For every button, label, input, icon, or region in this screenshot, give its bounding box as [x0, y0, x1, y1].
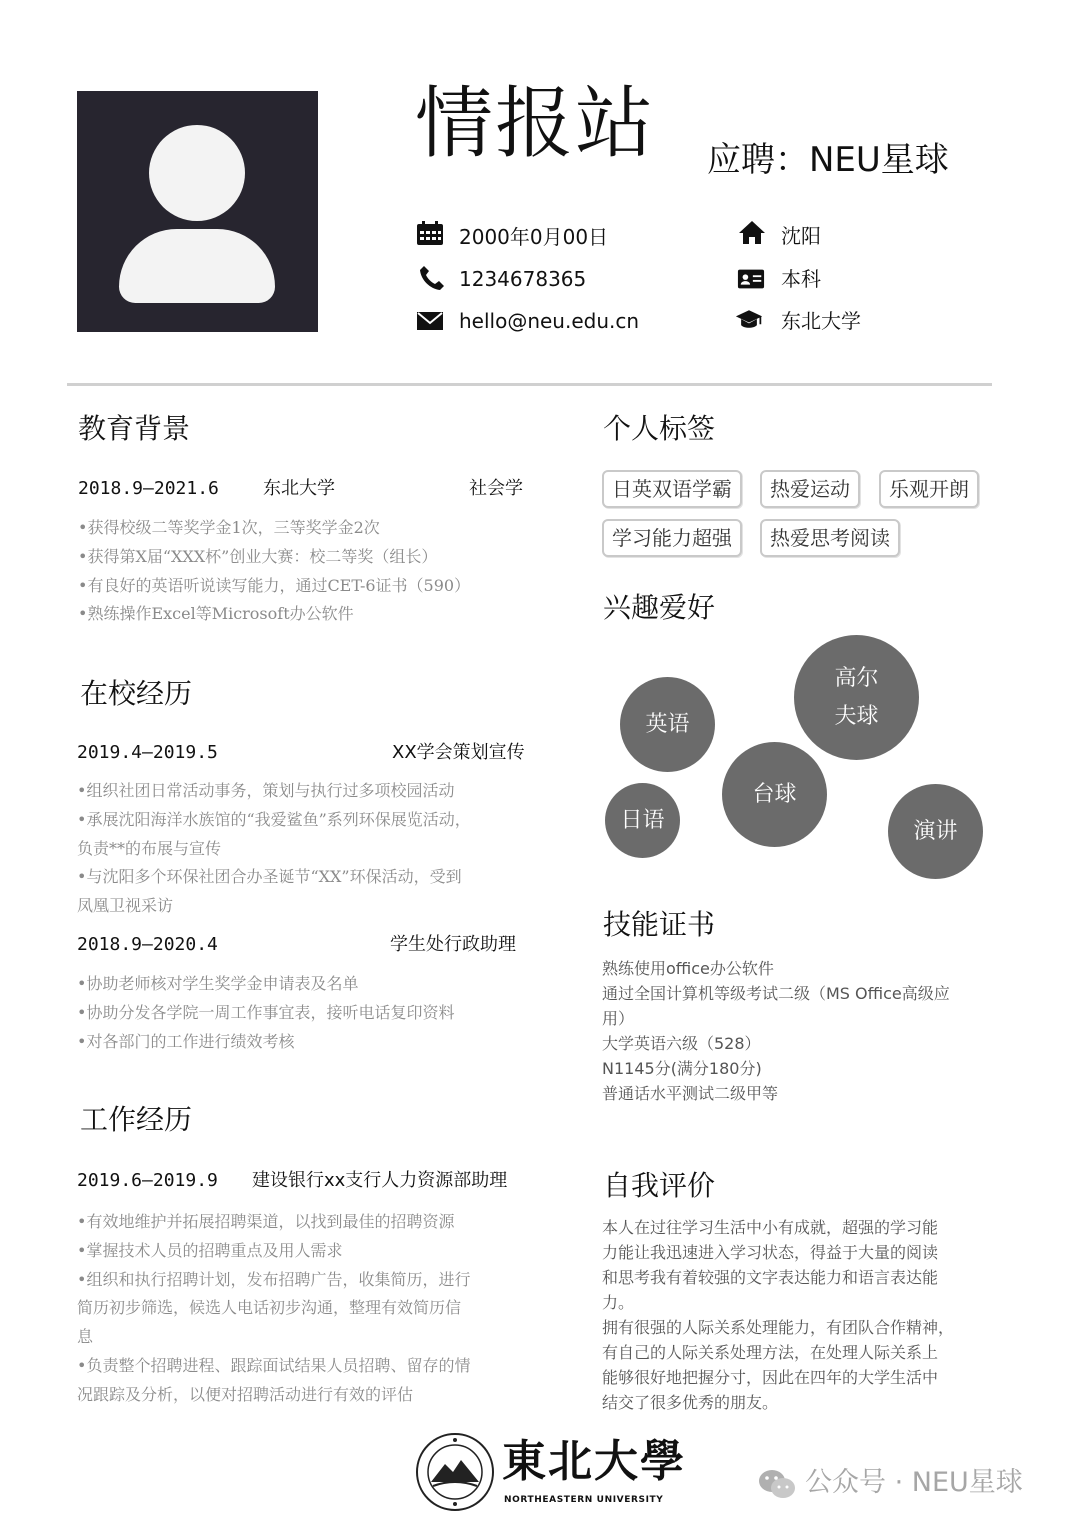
self-eval-text: [602, 1215, 1002, 1415]
avatar: [77, 91, 318, 332]
work-period: 2019.6—2019.9: [77, 1170, 218, 1191]
tag-item: 日英双语学霸: [602, 470, 742, 508]
university-logo-en: NORTHEASTERN UNIVERSITY: [504, 1495, 664, 1505]
tags-heading: 个人标签: [603, 412, 716, 445]
home-icon: [738, 220, 766, 246]
campus-2-period: 2018.9—2020.4: [77, 934, 218, 955]
city-text: 沈阳: [781, 224, 821, 248]
campus-2-role: 学生处行政助理: [390, 934, 516, 955]
skill-line: N1145分(满分180分): [602, 1059, 762, 1078]
mail-icon: [416, 308, 444, 334]
skill-line: 用）: [602, 1009, 635, 1028]
calendar-icon: [416, 221, 444, 247]
birthday-text: 2000年0月00日: [459, 225, 609, 249]
tag-item: 热爱运动: [760, 470, 860, 508]
hobby-bubble: 高尔 夫球: [794, 635, 919, 760]
self-eval-line: 结交了很多优秀的朋友。: [602, 1393, 779, 1412]
school-text: 东北大学: [781, 309, 861, 333]
degree-text: 本科: [781, 267, 821, 291]
id-card-icon: [737, 266, 765, 292]
skill-line: 通过全国计算机等级考试二级（MS Office高级应: [602, 984, 950, 1003]
self-eval-line: 本人在过往学习生活中小有成就，超强的学习能: [602, 1218, 939, 1237]
self-eval-heading: 自我评价: [603, 1169, 716, 1202]
self-eval-line: 拥有很强的人际关系处理能力，有团队合作精神，: [602, 1318, 955, 1337]
self-eval-line: 力。: [602, 1293, 635, 1312]
tag-item: 学习能力超强: [602, 519, 742, 557]
education-heading: 教育背景: [78, 412, 191, 445]
header-divider: [67, 383, 992, 386]
education-major: 社会学: [469, 478, 523, 499]
skills-list: [602, 956, 997, 1106]
hobby-bubble: 英语: [620, 677, 715, 772]
skill-line: 大学英语六级（528）: [602, 1034, 761, 1053]
tag-item: 热爱思考阅读: [760, 519, 900, 557]
skill-line: 普通话水平测试二级甲等: [602, 1084, 779, 1103]
tag-item: 乐观开朗: [879, 470, 979, 508]
hobbies-heading: 兴趣爱好: [603, 591, 716, 624]
self-eval-line: 能够很好地把握分寸，因此在四年的大学生活中: [602, 1368, 939, 1387]
wechat-icon: [758, 1468, 796, 1500]
avatar-head-shape: [149, 125, 245, 221]
self-eval-line: 力能让我迅速进入学习状态，得益于大量的阅读: [602, 1243, 939, 1262]
education-bullets: •获得校级二等奖学金1次，三等奖学金2次 •获得第X届“XXX杯”创业大赛：校二等奖（组长） •有良好的英语听说读写能力，通过CET-6证书（590） •熟练操作Excel等Microsoft办公软件: [78, 518, 471, 624]
self-eval-line: 和思考我有着较强的文字表达能力和语言表达能: [602, 1268, 939, 1287]
education-period: 2018.9—2021.6: [78, 478, 219, 499]
campus-1-role: XX学会策划宣传: [392, 742, 525, 763]
university-seal-icon: [415, 1432, 495, 1512]
work-heading: 工作经历: [80, 1103, 193, 1136]
phone-icon: [418, 265, 446, 291]
skill-line: 熟练使用office办公软件: [602, 959, 774, 978]
hobby-bubble: 演讲: [888, 784, 983, 879]
work-role: 建设银行xx支行人力资源部助理: [252, 1170, 508, 1191]
applied-position: 应聘：NEU星球: [707, 140, 949, 180]
campus-1-period: 2019.4—2019.5: [77, 742, 218, 763]
email-text: hello@neu.edu.cn: [459, 309, 640, 333]
university-logo-cn: 東北大學: [502, 1436, 686, 1487]
campus-2-bullets: •协助老师核对学生奖学金申请表及名单 •协助分发各学院一周工作事宜表，接听电话复印资料 •对各部门的工作进行绩效考核: [77, 974, 455, 1051]
avatar-body-shape: [119, 229, 275, 303]
phone-text: 1234678365: [459, 267, 587, 291]
hobby-bubble: 台球: [722, 742, 827, 847]
campus-1-bullets: •组织社团日常活动事务，策划与执行过多项校园活动 •承展沈阳海洋水族馆的“我爱鲨鱼”系列环保展览活动， 负责**的布展与宣传 •与沈阳多个环保社团合办圣诞节“XX”环保活动，受到 凤凰卫视采访: [77, 781, 471, 916]
resume-name: 情报站: [415, 79, 656, 169]
work-bullets: •有效地维护并拓展招聘渠道，以找到最佳的招聘资源 •掌握技术人员的招聘重点及用人需求 •组织和执行招聘计划，发布招聘广告，收集简历，进行 简历初步筛选，候选人电话初步沟通，整理有效简历信 息 •负责整个招聘进程、跟踪面试结果人员招聘、留存的情 况跟踪及分析，以便对招聘活动进行有效的评估: [77, 1212, 471, 1404]
campus-heading: 在校经历: [80, 677, 193, 710]
skills-heading: 技能证书: [603, 908, 716, 941]
self-eval-line: 有自己的人际关系处理方法，在处理人际关系上: [602, 1343, 939, 1362]
education-school: 东北大学: [263, 478, 335, 499]
watermark-text: 公众号 · NEU星球: [805, 1467, 1023, 1498]
graduation-cap-icon: [735, 306, 763, 332]
hobby-bubble: 日语: [605, 783, 680, 858]
